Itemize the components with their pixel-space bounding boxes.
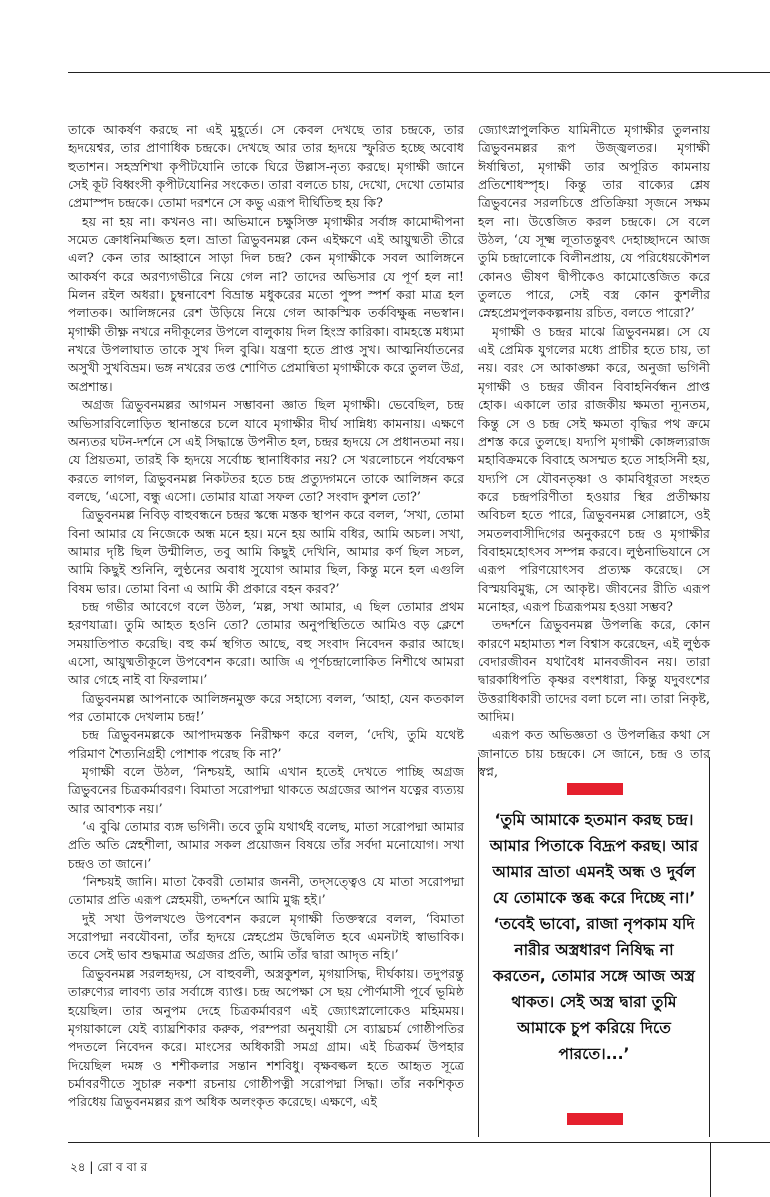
- page-folio: ২৪ | রো ব বা র: [70, 1160, 148, 1174]
- paragraph: ‘এ বুঝি তোমার ব্যঙ্গ ভগিনী। তবে তুমি যথার্থই বলেছ, মাতা সরোপদ্মা আমার প্রতি অতি স্নেহশীলা, আমার সকল প্রয়োজন বিষয়ে তাঁর সর্বদা মনোযোগ। সখা চন্দ্রও তা জানে।’: [68, 819, 464, 871]
- paragraph: তাকে আকর্ষণ করছে না এই মুহূর্তে। সে কেবল দেখছে তার চন্দ্রকে, তার হৃদয়েশ্বর, তার প্রাণাধিক চন্দ্রকে। দেখছে আর তার হৃদয়ে স্ফুরিত হচ্ছে অবোধ হুতাশন। সহস্রশিখা কৃপীটযোনি তাকে ঘিরে উল্লাস-নৃত্য করছে। মৃগাক্ষী জানে সেই কূট বিধ্বংসী কৃপীটযোনির সংকেত। তারা বলতে চায়, দেখো, দেখো তোমার প্রেমাস্পদ চন্দ্রকে। তোমা দরশনে সে কভু এরূপ দীর্ঘিতিহু হয় কি?: [68, 122, 464, 211]
- header-rule: [68, 72, 770, 73]
- footer-rule: [68, 1142, 770, 1143]
- paragraph: ‘নিশ্চয়ই জানি। মাতা কৈবরী তোমার জননী, তদ্সত্ত্বেও যে মাতা সরোপদ্মা তোমার প্রতি এরূপ স্নেহময়ী, তদ্দর্শনে আমি মুগ্ধ হই।’: [68, 874, 464, 908]
- paragraph: তদ্দর্শনে ত্রিভুবনমল্ল উপলব্ধি করে, কোন কারণে মহামাত্য শল বিশ্বাস করেছেন, এই লুণ্ঠক বেদারজীবন যথাবৈধ মানবজীবন নয়। তারা দ্বারকাধিপতি কৃষ্ণর বংশধারা, কিন্তু যদুবংশের উত্তরাধিকারী তাদের বলা চলে না। তারা নিকৃষ্ট, আদিম।: [478, 617, 710, 724]
- pull-quote-box: [478, 757, 710, 1137]
- footer-divider: [710, 1142, 711, 1197]
- paragraph: জ্যোৎস্নাপুলকিত যামিনীতে মৃগাক্ষীর তুলনায় ত্রিভুবনমল্লর রূপ উজ্জ্বলতর। মৃগাক্ষী ঈর্ষান্বিতা, মৃগাক্ষী তার অপূরিত কামনায় প্রতিশোধস্পৃহ। কিন্তু তার বাক্যের শ্লেষ ত্রিভুবনের সরলচিত্তে প্রতিক্রিয়া সৃজনে সক্ষম হল না। উত্তেজিত করল চন্দ্রকে। সে বলে উঠল, ‘যে সূক্ষ্ম লূতাতন্তুবৎ দেহাচ্ছাদনে আজ তুমি চন্দ্রালোকে বিলীনপ্রায়, যে পরিধেয়কৌশল কোনও ভীষণ দ্বীপীকেও কামোত্তেজিত করে তুলতে পারে, সেই বস্ত্র কোন কুশলীর স্নেহপ্রেমপুলককল্পনায় রচিত, বলতে পারো?’: [478, 122, 710, 321]
- paragraph: ত্রিভুবনমল্ল নিবিড় বাহুবন্ধনে চন্দ্রর স্কন্ধে মস্তক স্থাপন করে বলল, ‘সখা, তোমা বিনা আমার যে নিজেকে অন্ধ মনে হয়। মনে হয় আমি বধির, আমি অচল। সখা, আমার দৃষ্টি ছিল উন্মীলিত, তবু আমি কিছুই দেখিনি, আমার কর্ণ ছিল সচল, আমি কিছুই শুনিনি, লুণ্ঠনের অবাধ সুযোগ আমার ছিল, কিন্তু মনে হল এগুলি বিষম ভার। তোমা বিনা এ আমি কী প্রকারে বহন করব?’: [68, 507, 464, 596]
- paragraph: ত্রিভুবনমল্ল সরলহৃদয়, সে বাহুবলী, অস্ত্রকুশল, মৃগয়াসিদ্ধ, দীর্ঘকায়। তদুপরন্তু তারুণ্যের লাবণ্য তার সর্বাঙ্গে ব্যাপ্ত। চন্দ্র অপেক্ষা সে ছয় পৌর্ণমাসী পূর্বে ভূমিষ্ঠ হয়েছিল। তার অনুপম দেহে চিত্রকর্মাবরণ এই জ্যোৎস্নালোকেও মহিমময়। মৃগয়াকালে যেই ব্যাঘ্রশিকার করুক, পরম্পরা অনুযায়ী সে ব্যাঘ্রচর্ম গোষ্ঠীপতির পদতলে নিবেদন করে। মাংসের অধিকারী সমগ্র গ্রাম। এই চিত্রকর্ম উপহার দিয়েছিল দমঙ্গ ও শশীকলার সন্তান শশবিধু। বৃক্ষবল্কল হতে আহৃত সূত্রে চর্মাবরণীতে সুচারু নকশা রচনায় গোষ্ঠীপত্নী সরোপদ্মা সিদ্ধা। তাঁর নকশিকৃত পরিধেয় ত্রিভুবনমল্লর রূপ অধিক অলংকৃত করেছে। এক্ষণে, এই: [68, 965, 464, 1110]
- paragraph: চন্দ্র গভীর আবেগে বলে উঠল, ‘মল্ল, সখা আমার, এ ছিল তোমার প্রথম হরণযাত্রা। তুমি আহত হওনি তো? তোমার অনুপস্থিতিতে আমিও বড় ক্লেশে সময়াতিপাত করেছি। বহু কর্ম স্থগিত আছে, বহু সংবাদ নিবেদন করার আছে। এসো, আয়ুষ্মতীকূলে উপবেশন করো। আজি এ পূর্ণচন্দ্রালোকিত নিশীথে আমরা আর গেহে নাই বা ফিরলাম।’: [68, 598, 464, 688]
- article-column-left: [68, 121, 464, 1112]
- pull-quote-accent-bar: [567, 783, 623, 795]
- paragraph: মৃগাক্ষী ও চন্দ্রর মাঝে ত্রিভুবনমল্ল। সে যে এই প্রেমিক যুগলের মধ্যে প্রাচীর হতে চায়, তা নয়। বরং সে আকাঙ্ক্ষা করে, অনুজা ভগিনী মৃগাক্ষী ও চন্দ্রর জীবন বিবাহনির্বন্ধন প্রাপ্ত হোক। একালে তার রাজকীয় ক্ষমতা ন্যূনতম, কিন্তু সে ও চন্দ্র সেই ক্ষমতা বৃদ্ধির পথ ক্রমে প্রশস্ত করে তুলছে। যদ্যপি মৃগাক্ষী কোঙ্গল্যরাজ মহাবিক্রমকে বিবাহে অসম্মত হতে সাহসিনী হয়, যদ্যপি সে যৌবনতৃষ্ণা ও কামবিধূরতা সংহত করে চন্দ্রপরিণীতা হওয়ার স্থির প্রতীক্ষায় অবিচল হতে পারে, ত্রিভুবনমল্ল সোল্লাসে, ওই সমতলবাসীদিগের অনুকরণে চন্দ্র ও মৃগাক্ষীর বিবাহমহোৎসব সম্পন্ন করবে। লুণ্ঠনাভিযানে সে এরূপ পরিণয়োৎসব প্রত্যক্ষ করেছে। সে বিস্ময়বিমুগ্ধ, সে আকৃষ্ট। জীবনের রীতি এরূপ মনোহর, এরূপ চিত্ররূপময় হওয়া সম্ভব?: [478, 323, 710, 614]
- pull-quote-paragraph: ‘তবেই ভাবো, রাজা নৃপকাম যদি নারীর অস্ত্রধারণ নিষিদ্ধ না করতেন, তোমার সঙ্গে আজ অস্ত্র থাকত। সেই অস্ত্র দ্বারা তুমি আমাকে চুপ করিয়ে দিতে পারতে।...’: [493, 915, 695, 1063]
- paragraph: চন্দ্র ত্রিভুবনমল্লকে আপাদমস্তক নিরীক্ষণ করে বলল, ‘দেখি, তুমি যথেষ্ট পরিমাণ শৈত্যনিগ্রহী পোশাক পরেছ কি না?’: [68, 727, 464, 761]
- paragraph: দুই সখা উপলখণ্ডে উপবেশন করলে মৃগাক্ষী তিক্তস্বরে বলল, ‘বিমাতা সরোপদ্মা নবযৌবনা, তাঁর হৃদয়ে স্নেহপ্রেম উদ্বেলিত হবে এমনটাই স্বাভাবিক। তবে সেই ভাব শুদ্ধমাত্র অগ্রজর প্রতি, আমি তাঁর দ্বারা আদৃত নহি।’: [68, 910, 464, 963]
- paragraph: অগ্রজ ত্রিভুবনমল্লর আগমন সম্ভাবনা জ্ঞাত ছিল মৃগাক্ষী। ভেবেছিল, চন্দ্র অভিসারবিলোড়িত স্থানান্তরে চলে যাবে মৃগাক্ষীর দীর্ঘ সান্নিধ্য কামনায়। এক্ষণে অন্যতর ঘটন-দর্শনে সে এই সিদ্ধান্তে উপনীত হল, চন্দ্রর হৃদয়ে সে প্রধানতমা নয়। যে প্রিয়তমা, তারই কি হৃদয়ে সর্বোচ্চ স্থানাধিকার নয়? সে খরলোচনে পর্যবেক্ষণ করতে লাগল, ত্রিভুবনমল্ল নিকটতর হতে চন্দ্র প্রত্যুদ্গমনে তাকে আলিঙ্গন করে বলছে, ‘এসো, বন্ধু এসো। তোমার যাত্রা সফল তো? সংবাদ কুশল তো?’: [68, 397, 464, 504]
- paragraph: হয় না হয় না। কখনও না। অভিমানে চক্ষুসিক্ত মৃগাক্ষীর সর্বাঙ্গ কামোদ্দীপনা সমেত ক্রোধনিমজ্জিত হল। ভ্রাতা ত্রিভুবনমল্ল কেন এইক্ষণে এই আয়ুষ্মতী তীরে এল? কেন তার আহ্বানে সাড়া দিল চন্দ্র? কেন মৃগাক্ষীকে সবল আলিঙ্গনে আকর্ষণ করে অরণ্যগভীরে নিয়ে গেল না? তাদের অভিসার যে পূর্ণ হল না! মিলন রইল অধরা। চুম্বনাবেশ বিভ্রান্ত মধুকরের মতো পুষ্প স্পর্শ করা মাত্র হল পলাতক। আলিঙ্গনের রেশ উড়িয়ে নিয়ে গেল আকস্মিক তর্কবিক্ষুব্ধ নভস্বান। মৃগাক্ষী তীক্ষ্ণ নখরে নদীকূলের উপলে বালুকায় দিল হিংস্র কারিকা। বামহস্তে মধ্যমা নখরে উপলাঘাত তাকে সুখ দিল বুঝি। যন্ত্রণা হতে প্রাপ্ত সুখ। আত্মনির্যাতনের অসুখী সুখবিভ্রম। ভঙ্গ নখরের তপ্ত শোণিত প্রেমান্বিতা মৃগাক্ষীকে করে তুলল উগ্র, অপ্রশান্ত।: [68, 213, 464, 394]
- paragraph: এরূপ কত অভিজ্ঞতা ও উপলব্ধির কথা সে জানাতে চায় চন্দ্রকে। সে জানে, চন্দ্র ও তার স্বপ্ন,: [478, 727, 710, 780]
- paragraph: ত্রিভুবনমল্ল আপনাকে আলিঙ্গনমুক্ত করে সহাস্যে বলল, ‘আহা, যেন কতকাল পর তোমাকে দেখলাম চন্দ্র!’: [68, 690, 464, 724]
- article-column-right: [478, 121, 710, 781]
- pull-quote-text: [487, 807, 701, 1067]
- paragraph: মৃগাক্ষী বলে উঠল, ‘নিশ্চয়ই, আমি এখান হতেই দেখতে পাচ্ছি অগ্রজ ত্রিভুবনের চিত্রকর্মাবরণ। বিমাতা সরোপদ্মা থাকতে অগ্রজের আপন যত্নের ব্যত্যয় আর আবশ্যক নয়।’: [68, 764, 464, 816]
- pull-quote-paragraph: ‘তুমি আমাকে হতমান করছ চন্দ্র। আমার পিতাকে বিদ্রূপ করছ। আর আমার ভ্রাতা এমনই অন্ধ ও দুর্বল যে তোমাকে স্তব্ধ করে দিচ্ছে না।’: [489, 811, 699, 907]
- pull-quote-accent-bar: [567, 1113, 623, 1125]
